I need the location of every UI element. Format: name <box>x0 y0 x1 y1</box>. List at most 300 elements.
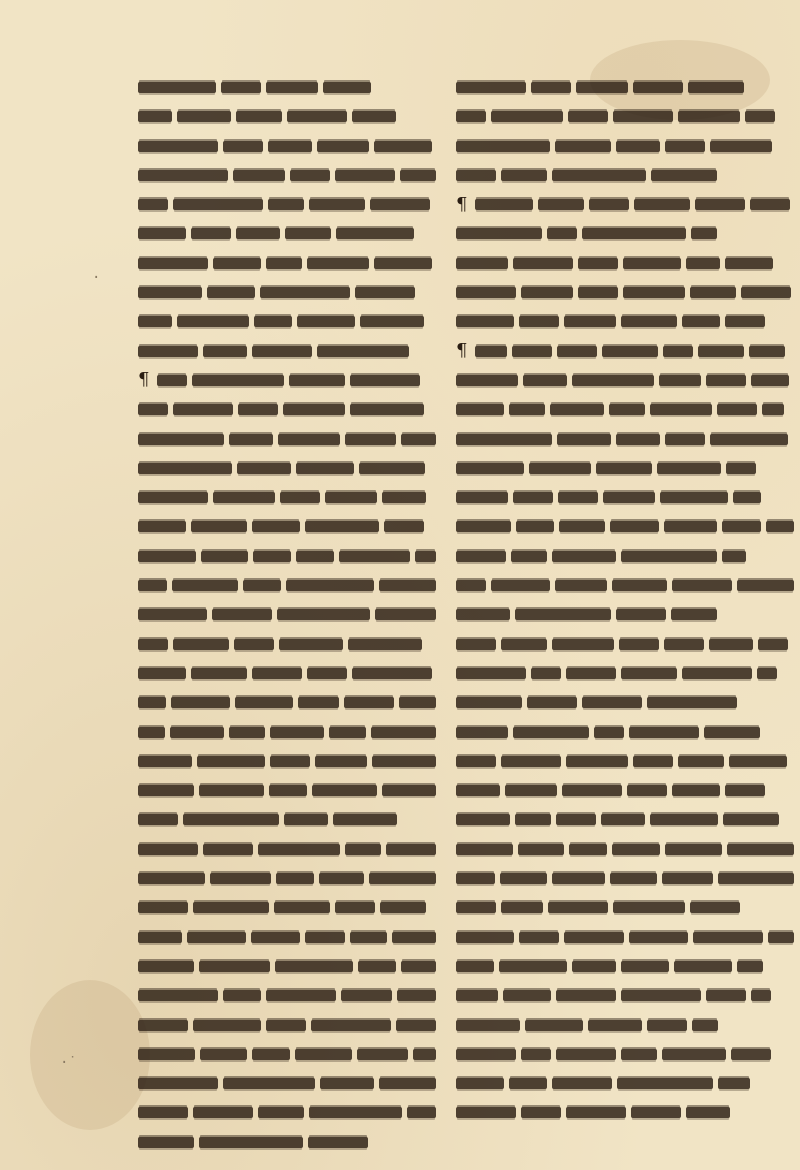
blackletter-word <box>335 902 375 913</box>
blackletter-word <box>287 111 347 122</box>
text-line <box>138 312 436 331</box>
blackletter-word <box>252 1049 290 1060</box>
blackletter-word <box>456 287 516 298</box>
blackletter-word <box>665 844 722 855</box>
text-line <box>456 137 794 156</box>
blackletter-word <box>235 697 294 708</box>
blackletter-word <box>621 961 669 972</box>
text-line <box>456 664 794 683</box>
text-line <box>138 195 436 214</box>
blackletter-word <box>384 521 424 532</box>
text-line <box>456 635 794 654</box>
blackletter-word <box>138 1020 188 1031</box>
text-line <box>138 723 436 742</box>
blackletter-word <box>568 111 608 122</box>
blackletter-word <box>616 141 660 152</box>
blackletter-word <box>623 258 681 269</box>
text-line <box>456 781 794 800</box>
blackletter-word <box>650 404 712 415</box>
blackletter-word <box>283 404 345 415</box>
blackletter-word <box>183 814 279 825</box>
blackletter-word <box>360 316 424 327</box>
blackletter-word <box>274 902 330 913</box>
blackletter-word <box>578 258 618 269</box>
blackletter-word <box>285 228 331 239</box>
blackletter-word <box>751 375 789 386</box>
blackletter-word <box>704 727 760 738</box>
text-line <box>138 547 436 566</box>
paper-stain <box>30 980 150 1130</box>
blackletter-word <box>609 404 645 415</box>
blackletter-word <box>345 844 381 855</box>
blackletter-word <box>138 1078 218 1089</box>
text-line <box>138 488 436 507</box>
blackletter-word <box>552 551 616 562</box>
blackletter-word <box>191 668 247 679</box>
blackletter-word <box>296 463 354 474</box>
blackletter-word <box>525 1020 583 1031</box>
blackletter-word <box>236 228 280 239</box>
blackletter-word <box>634 199 690 210</box>
blackletter-word <box>138 463 232 474</box>
blackletter-word <box>350 932 388 943</box>
blackletter-word <box>631 1107 681 1118</box>
blackletter-word <box>538 199 584 210</box>
blackletter-word <box>290 170 330 181</box>
blackletter-word <box>603 492 655 503</box>
text-line <box>456 371 794 390</box>
blackletter-word <box>633 756 673 767</box>
blackletter-word <box>138 434 224 445</box>
blackletter-word <box>499 961 567 972</box>
blackletter-word <box>456 316 514 327</box>
blackletter-word <box>171 697 230 708</box>
blackletter-word <box>286 580 374 591</box>
blackletter-word <box>556 1049 616 1060</box>
text-line <box>138 605 436 624</box>
text-line <box>456 547 794 566</box>
blackletter-word <box>177 111 231 122</box>
margin-mark: · <box>92 270 101 286</box>
blackletter-word <box>621 668 677 679</box>
blackletter-word <box>612 580 667 591</box>
blackletter-word <box>397 990 436 1001</box>
blackletter-word <box>456 228 542 239</box>
blackletter-word <box>613 111 673 122</box>
blackletter-word <box>562 785 622 796</box>
blackletter-word <box>749 346 785 357</box>
blackletter-word <box>629 932 689 943</box>
blackletter-word <box>138 785 194 796</box>
blackletter-word <box>401 434 436 445</box>
text-line <box>138 254 436 273</box>
blackletter-word <box>138 727 165 738</box>
text-line <box>138 107 436 126</box>
blackletter-word <box>722 521 760 532</box>
blackletter-word <box>501 756 561 767</box>
blackletter-word <box>399 697 436 708</box>
blackletter-word <box>686 258 720 269</box>
blackletter-word <box>456 551 506 562</box>
text-line <box>138 810 436 829</box>
blackletter-word <box>552 873 605 884</box>
blackletter-word <box>647 697 737 708</box>
blackletter-word <box>138 932 182 943</box>
blackletter-word <box>688 82 744 93</box>
blackletter-word <box>657 463 721 474</box>
blackletter-word <box>693 932 763 943</box>
blackletter-word <box>345 434 396 445</box>
blackletter-word <box>662 873 713 884</box>
blackletter-word <box>138 1137 194 1148</box>
text-line <box>138 166 436 185</box>
text-line <box>456 1103 794 1122</box>
margin-mark: ·˙ <box>60 1055 77 1071</box>
blackletter-word <box>374 141 432 152</box>
blackletter-word <box>491 580 550 591</box>
blackletter-word <box>210 873 271 884</box>
blackletter-word <box>456 492 508 503</box>
text-line <box>456 312 794 331</box>
blackletter-word <box>229 727 265 738</box>
blackletter-word <box>400 170 436 181</box>
text-line <box>456 517 794 536</box>
blackletter-word <box>664 521 717 532</box>
text-line <box>456 576 794 595</box>
blackletter-word <box>610 873 657 884</box>
blackletter-word <box>456 141 550 152</box>
blackletter-word <box>372 756 436 767</box>
blackletter-word <box>725 785 765 796</box>
text-line <box>456 254 794 273</box>
blackletter-word <box>548 902 608 913</box>
text-line <box>456 928 794 947</box>
blackletter-word <box>335 170 395 181</box>
blackletter-word <box>229 434 274 445</box>
blackletter-word <box>725 316 765 327</box>
blackletter-word <box>758 639 788 650</box>
blackletter-word <box>672 785 720 796</box>
blackletter-word <box>511 551 547 562</box>
blackletter-word <box>612 844 660 855</box>
blackletter-word <box>650 814 718 825</box>
blackletter-word <box>266 990 337 1001</box>
blackletter-word <box>308 1137 368 1148</box>
blackletter-word <box>207 287 255 298</box>
blackletter-word <box>312 785 377 796</box>
blackletter-word <box>503 990 551 1001</box>
blackletter-word <box>456 961 494 972</box>
blackletter-word <box>695 199 745 210</box>
blackletter-word <box>138 521 186 532</box>
blackletter-word <box>521 1107 561 1118</box>
blackletter-word <box>674 961 732 972</box>
text-line <box>456 605 794 624</box>
blackletter-word <box>358 961 395 972</box>
text-line <box>138 1103 436 1122</box>
blackletter-word <box>223 1078 315 1089</box>
blackletter-word <box>621 990 701 1001</box>
text-line <box>456 810 794 829</box>
blackletter-word <box>475 346 507 357</box>
blackletter-word <box>252 521 300 532</box>
blackletter-word <box>375 609 436 620</box>
blackletter-word <box>386 844 436 855</box>
blackletter-word <box>359 463 425 474</box>
blackletter-word <box>556 990 616 1001</box>
blackletter-word <box>566 668 616 679</box>
blackletter-word <box>552 170 646 181</box>
blackletter-word <box>352 111 396 122</box>
blackletter-word <box>519 316 559 327</box>
text-line <box>456 283 794 302</box>
blackletter-word <box>660 492 728 503</box>
blackletter-word <box>177 316 249 327</box>
blackletter-word <box>350 375 420 386</box>
blackletter-word <box>456 873 495 884</box>
blackletter-word <box>317 346 409 357</box>
blackletter-word <box>253 551 291 562</box>
blackletter-word <box>616 609 666 620</box>
blackletter-word <box>138 756 192 767</box>
blackletter-word <box>223 990 260 1001</box>
blackletter-word <box>173 404 233 415</box>
blackletter-word <box>737 961 763 972</box>
blackletter-word <box>627 785 667 796</box>
blackletter-word <box>138 873 205 884</box>
blackletter-word <box>138 404 168 415</box>
text-line <box>138 430 436 449</box>
text-line <box>456 1074 794 1093</box>
pilcrow-mark: ¶ <box>456 195 468 215</box>
blackletter-word <box>751 990 771 1001</box>
text-line <box>138 986 436 1005</box>
text-line <box>138 635 436 654</box>
blackletter-word <box>557 434 611 445</box>
text-line <box>138 1045 436 1064</box>
blackletter-word <box>200 1049 247 1060</box>
blackletter-word <box>237 463 291 474</box>
blackletter-word <box>307 258 369 269</box>
pilcrow-mark: ¶ <box>456 341 468 361</box>
blackletter-word <box>344 697 394 708</box>
blackletter-word <box>269 785 306 796</box>
blackletter-word <box>501 170 547 181</box>
blackletter-word <box>726 463 756 474</box>
blackletter-word <box>456 639 496 650</box>
blackletter-word <box>717 404 757 415</box>
blackletter-word <box>268 199 304 210</box>
blackletter-word <box>371 727 436 738</box>
blackletter-word <box>566 1107 626 1118</box>
blackletter-word <box>456 1020 520 1031</box>
blackletter-word <box>616 434 660 445</box>
blackletter-word <box>213 258 261 269</box>
blackletter-word <box>295 1049 352 1060</box>
blackletter-word <box>396 1020 436 1031</box>
blackletter-word <box>709 639 753 650</box>
blackletter-word <box>588 1020 642 1031</box>
blackletter-word <box>706 990 746 1001</box>
blackletter-word <box>379 580 436 591</box>
blackletter-word <box>315 756 367 767</box>
blackletter-word <box>203 346 247 357</box>
blackletter-word <box>664 639 704 650</box>
blackletter-word <box>629 727 699 738</box>
blackletter-word <box>662 1049 726 1060</box>
text-column-right <box>456 78 794 1122</box>
text-line <box>138 898 436 917</box>
blackletter-word <box>199 785 264 796</box>
blackletter-word <box>678 111 740 122</box>
blackletter-word <box>516 521 554 532</box>
blackletter-word <box>550 404 604 415</box>
blackletter-word <box>333 814 397 825</box>
blackletter-word <box>566 756 628 767</box>
blackletter-word <box>512 346 552 357</box>
blackletter-word <box>706 375 746 386</box>
blackletter-word <box>456 170 496 181</box>
blackletter-word <box>569 844 607 855</box>
blackletter-word <box>750 199 790 210</box>
text-line <box>456 224 794 243</box>
blackletter-word <box>691 228 717 239</box>
blackletter-word <box>138 1107 188 1118</box>
blackletter-word <box>456 990 498 1001</box>
text-line <box>456 723 794 742</box>
pilcrow-mark: ¶ <box>138 370 150 390</box>
blackletter-word <box>266 82 318 93</box>
blackletter-word <box>768 932 794 943</box>
blackletter-word <box>193 1020 261 1031</box>
text-line <box>138 400 436 419</box>
blackletter-word <box>518 844 564 855</box>
blackletter-word <box>690 287 736 298</box>
blackletter-word <box>564 316 616 327</box>
blackletter-word <box>594 727 624 738</box>
blackletter-word <box>456 814 510 825</box>
text-line <box>138 752 436 771</box>
text-line <box>456 1016 794 1035</box>
blackletter-word <box>572 375 654 386</box>
text-line <box>456 693 794 712</box>
blackletter-word <box>199 1137 303 1148</box>
blackletter-word <box>138 141 218 152</box>
blackletter-word <box>138 199 168 210</box>
blackletter-word <box>238 404 278 415</box>
blackletter-word <box>647 1020 687 1031</box>
blackletter-word <box>309 1107 402 1118</box>
blackletter-word <box>138 844 198 855</box>
blackletter-word <box>651 170 717 181</box>
blackletter-word <box>380 902 426 913</box>
blackletter-word <box>415 551 436 562</box>
text-line <box>456 957 794 976</box>
blackletter-word <box>221 82 261 93</box>
blackletter-word <box>289 375 345 386</box>
text-line <box>138 224 436 243</box>
blackletter-word <box>172 580 239 591</box>
text-line <box>138 928 436 947</box>
blackletter-word <box>138 990 218 1001</box>
blackletter-word <box>413 1049 436 1060</box>
blackletter-word <box>157 375 187 386</box>
text-line <box>138 1074 436 1093</box>
blackletter-word <box>456 521 511 532</box>
blackletter-word <box>610 521 659 532</box>
blackletter-word <box>187 932 246 943</box>
blackletter-word <box>138 287 202 298</box>
blackletter-word <box>278 434 340 445</box>
blackletter-word <box>519 932 559 943</box>
blackletter-word <box>284 814 328 825</box>
blackletter-word <box>710 434 788 445</box>
blackletter-word <box>258 844 340 855</box>
blackletter-word <box>307 668 347 679</box>
text-line <box>456 488 794 507</box>
blackletter-word <box>138 961 194 972</box>
blackletter-word <box>201 551 248 562</box>
blackletter-word <box>456 82 526 93</box>
blackletter-word <box>456 697 522 708</box>
text-line <box>138 869 436 888</box>
blackletter-word <box>621 551 717 562</box>
blackletter-word <box>352 668 432 679</box>
blackletter-word <box>682 668 752 679</box>
blackletter-word <box>727 844 794 855</box>
blackletter-word <box>690 902 740 913</box>
blackletter-word <box>741 287 791 298</box>
blackletter-word <box>138 82 216 93</box>
blackletter-word <box>762 404 784 415</box>
blackletter-word <box>191 521 247 532</box>
blackletter-word <box>572 961 616 972</box>
blackletter-word <box>456 375 518 386</box>
blackletter-word <box>601 814 645 825</box>
blackletter-word <box>501 902 543 913</box>
blackletter-word <box>243 580 281 591</box>
blackletter-word <box>279 639 343 650</box>
text-line <box>456 752 794 771</box>
text-line <box>456 986 794 1005</box>
blackletter-word <box>297 316 355 327</box>
blackletter-word <box>456 668 526 679</box>
blackletter-word <box>692 1020 718 1031</box>
blackletter-word <box>456 580 486 591</box>
blackletter-word <box>698 346 744 357</box>
blackletter-word <box>138 609 207 620</box>
blackletter-word <box>500 873 547 884</box>
blackletter-word <box>270 756 310 767</box>
blackletter-word <box>277 609 370 620</box>
blackletter-word <box>138 697 166 708</box>
text-line <box>456 840 794 859</box>
blackletter-word <box>138 346 198 357</box>
blackletter-word <box>531 668 561 679</box>
blackletter-word <box>513 727 589 738</box>
blackletter-word <box>513 492 553 503</box>
text-line <box>138 342 436 361</box>
blackletter-word <box>686 1107 730 1118</box>
blackletter-word <box>456 932 514 943</box>
blackletter-word <box>339 551 411 562</box>
blackletter-word <box>254 316 292 327</box>
blackletter-word <box>523 375 567 386</box>
blackletter-word <box>392 932 436 943</box>
blackletter-word <box>602 346 658 357</box>
blackletter-word <box>323 82 371 93</box>
blackletter-word <box>138 258 208 269</box>
